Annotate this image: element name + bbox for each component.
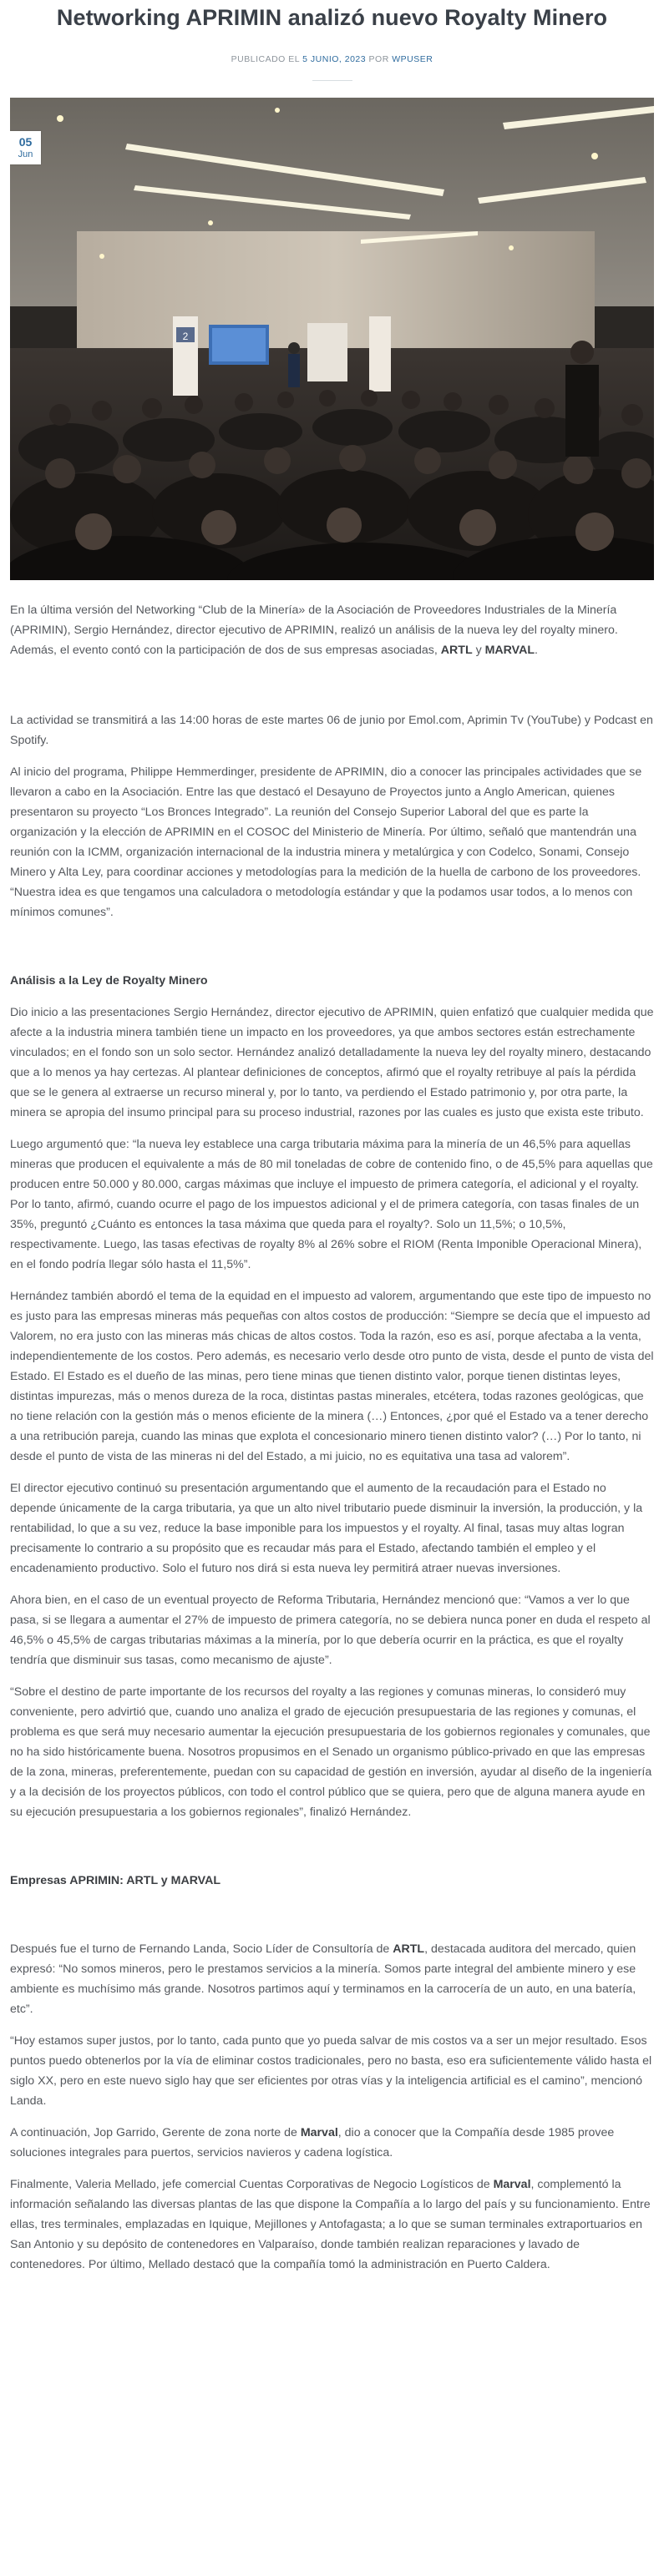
badge-day: 05	[18, 135, 33, 149]
artl-text-c: , destacada auditora del mercado, quien expresó: “No somos mineros, pero le prestamos servicios a la minería. Somos parte integral del ambiente minero y ese ambiente es muchísimo más grande. Nosotros partimos aquí y terminamos en la carrocería de un auto, en una batería, etc”.	[10, 1942, 636, 2016]
paragraph-intro	[10, 600, 654, 660]
meta-date-link[interactable]: 5 JUNIO, 2023	[302, 54, 367, 64]
post-meta	[0, 54, 664, 64]
meta-author-link[interactable]: WPUSER	[392, 54, 433, 64]
intro-joiner: y	[472, 644, 485, 657]
garrido-text-c: , dio a conocer que la Compañía desde 1985 provee soluciones integrales para puertos, servicios navieros y cadena logística.	[10, 2126, 615, 2159]
company-artl: ARTL	[440, 644, 473, 657]
badge-month: Jun	[18, 149, 33, 159]
intro-text: En la última versión del Networking “Club de la Minería» de la Asociación de Proveedores Industriales de la Minería (APRIMIN), Sergio Hernández, director ejecutivo de APRIMIN, realizó un análisis de la nueva ley del royalty minero. Además, el evento contó con la participación de dos de sus empresas asociadas,	[10, 604, 618, 657]
featured-image	[10, 98, 654, 580]
garrido-text-a: A continuación, Jop Garrido, Gerente de zona norte de	[10, 2126, 301, 2139]
heading-companies: Empresas APRIMIN: ARTL y MARVAL	[10, 1874, 220, 1887]
artl-text-a: Después fue el turno de Fernando Landa, Socio Líder de Consultoría de	[10, 1942, 393, 1956]
paragraph-regions: “Sobre el destino de parte importante de los recursos del royalty a las regiones y comunas mineras, lo consideró muy conveniente, pero advirtió que, cuando uno analiza el grado de ejecución presupuestaria de las regiones y comunas, el problema es que será muy necesario aumentar la ejecución presupuestaria de los gobiernos regionales y comunales, que no ha sido históricamente buena. Nosotros propusimos en el Senado un organismo público-privado en que las empresas de la zona, mineras, preferentemente, puedan con su capacidad de gestión en inversión, ayudar al diseño de la ingeniería y a la decisión de los proyectos públicos, con todo el control público que se quiera, pero que de alguna manera ayude en su ejecución presupuestaria a los gobiernos regionales”, finalizó Hernández.	[10, 1685, 652, 1819]
intro-end: .	[534, 644, 538, 657]
meta-by: POR	[368, 54, 389, 64]
paragraph-landa-quote: “Hoy estamos super justos, por lo tanto, cada punto que yo pueda salvar de mis costos va a ser un mejor resultado. Esos puntos puedo obtenerlos por la vía de eliminar costos tradicionales, pero no basta, eso era suficientemente válido hasta el siglo XX, pero en este nuevo siglo hay que ser eficientes por otras vías y la inteligencia artificial es el camino”, mencionó Landa.	[10, 2034, 652, 2108]
mellado-text-c: , complementó la información señalando las diversas plantas de las que dispone la Compañía a lo largo del país y su funcionamiento. Entre ellas, tres terminales, emplazadas en Iquique, Mejillones y Antofagasta; a lo que se suman terminales extraportuarios en San Antonio y su depósito de contenedores en Valparaíso, donde también realizan reparaciones y lavado de contenedores. Por último, Mellado destacó que la compañía tomó la administración en Puerto Caldera.	[10, 2178, 651, 2271]
paragraph-program: Al inicio del programa, Philippe Hemmerdinger, presidente de APRIMIN, dio a conocer las principales actividades que se llevaron a cabo en la Asociación. Entre las que destacó el Desayuno de Proyectos junto a Anglo American, quienes presentaron su proyecto “Los Bronces Integrado”. La reunión del Consejo Superior Laboral del que es parte la organización y la elección de APRIMIN en el COSOC del Ministerio de Minería. Por último, señaló que mantendrán una reunión con la ICMM, organización internacional de la industria minera y metalúrgica y con Codelco, Sonami, Consejo Minero y Alta Ley, para coordinar acciones y metodologías para la medición de la huella de carbono de los proveedores. “Nuestra idea es que tengamos una calculadora o metodología estándar y que la podamos usar todos, a lo menos con mínimos comunes”.	[10, 765, 642, 919]
paragraph-reform: Ahora bien, en el caso de un eventual proyecto de Reforma Tributaria, Hernández mencionó que: “Vamos a ver lo que pasa, si se llegara a aumentar el 27% de impuesto de primera categoría, no se debiera nunca poner en duda el respeto al 46,5% o 45,5% de cargas tributarias máximas a la minería, por lo que debería ocurrir en la práctica, es que el royalty tendría que disminuir sus tasas, como mecanismo de ajuste”.	[10, 1594, 651, 1667]
paragraph-revenue: El director ejecutivo continuó su presentación argumentando que el aumento de la recaudación para el Estado no depende únicamente de la carga tributaria, ya que un alto nivel tributario puede disminuir la inversión, la producción, y la rentabilidad, lo que a su vez, reduce la base imponible para los impuestos y el royalty. Al final, tasas muy altas logran precisamente lo contrario a su propósito que es recaudar más para el Estado, afectando también el empleo y el encadenamiento productivo. Solo el futuro nos dirá si esta nueva ley permitirá atraer nuevas inversiones.	[10, 1482, 643, 1575]
article-title: Networking APRIMIN analizó nuevo Royalty Minero	[56, 5, 608, 30]
company-marval: MARVAL	[484, 644, 535, 657]
paragraph-broadcast: La actividad se transmitirá a las 14:00 horas de este martes 06 de junio por Emol.com, Aprimin Tv (YouTube) y Podcast en Spotify.	[10, 714, 653, 747]
date-badge	[10, 131, 41, 164]
paragraph-artl	[10, 1939, 654, 2019]
paragraph-garrido	[10, 2123, 654, 2163]
screen-number: 2	[182, 331, 189, 342]
paragraph-equity: Hernández también abordó el tema de la equidad en el impuesto ad valorem, argumentando que este tipo de impuesto no es justo para las empresas mineras más pequeñas con altos costos de producción: “Siempre se decía que el impuesto ad Valorem, no era justo con las mineras más chicas de altos costos. Toda la razón, eso es así, porque afectaba a la venta, independientemente de los costos. Pero además, es necesario verlo desde otro punto de vista, desde el punto de vista del Estado. El Estado es el dueño de las minas, pero tiene minas que tienen distinto valor, porque tienen distintas leyes, distintas impurezas, más o menos dureza de la roca, distintas pastas minerales, etcétera, todas razones geológicas, que no tiene relación con la gestión más o menos eficiente de la minera (…) Entonces, ¿por qué el Estado va a tener derecho a una retribución pareja, cuando las minas que explota el concesionario minero tienen distinto valor? (…) Por lo tanto, ni desde el punto de vista de las mineras ni del del Estado, a mi juicio, no es equitativa una tasa ad valorem”.	[10, 1290, 654, 1463]
article-body	[0, 600, 664, 2275]
event-photo	[10, 98, 654, 580]
marval-bold-1: Marval	[300, 2126, 338, 2139]
paragraph-mellado	[10, 2174, 654, 2275]
marval-bold-2: Marval	[493, 2178, 531, 2191]
meta-prefix: PUBLICADO EL	[231, 54, 300, 64]
heading-royalty-analysis: Análisis a la Ley de Royalty Minero	[10, 974, 208, 987]
artl-bold: ARTL	[393, 1942, 425, 1956]
paragraph-presentation: Dio inicio a las presentaciones Sergio Hernández, director ejecutivo de APRIMIN, quien enfatizó que cualquier medida que afecte a la industria minera también tiene un impacto en los proveedores, ya que ambos sectores están estrechamente vinculados; en el fondo son un solo sector. Hernández analizó detalladamente la nueva ley del royalty minero, destacando que a lo menos ya hay certezas. Al plantear definiciones de conceptos, afirmó que el royalty retribuye al país la pérdida que se le genera al extraerse un recurso mineral y, por lo tanto, va perdiendo el Estado patrimonio y, por otra parte, la minera se apropia del insumo principal para su proceso industrial, razones por las cuales es justo que exista este tributo.	[10, 1006, 654, 1119]
mellado-text-a: Finalmente, Valeria Mellado, jefe comercial Cuentas Corporativas de Negocio Logísticos de	[10, 2178, 494, 2191]
paragraph-tax-load: Luego argumentó que: “la nueva ley establece una carga tributaria máxima para la minería de un 46,5% para aquellas mineras que producen el equivalente a más de 80 mil toneladas de cobre de contenido fino, o de 45,5% para aquellas que producen entre 50.000 y 80.000, cargas máximas que incluye el impuesto de primera categoría, el adicional y el royalty. Por lo tanto, afirmó, cuando ocurre el pago de los impuestos adicional y el de primera categoría, con tasas finales de un 35%, preguntó ¿Cuánto es entonces la tasa máxima que queda para el royalty?. Solo un 11,5%; o 10,5%, respectivamente. Luego, las tasas efectivas de royalty 8% al 26% sobre el RIOM (Renta Imponible Operacional Minera), en el fondo podría llegar sólo hasta el 11,5%”.	[10, 1138, 653, 1271]
title-divider	[312, 80, 352, 81]
